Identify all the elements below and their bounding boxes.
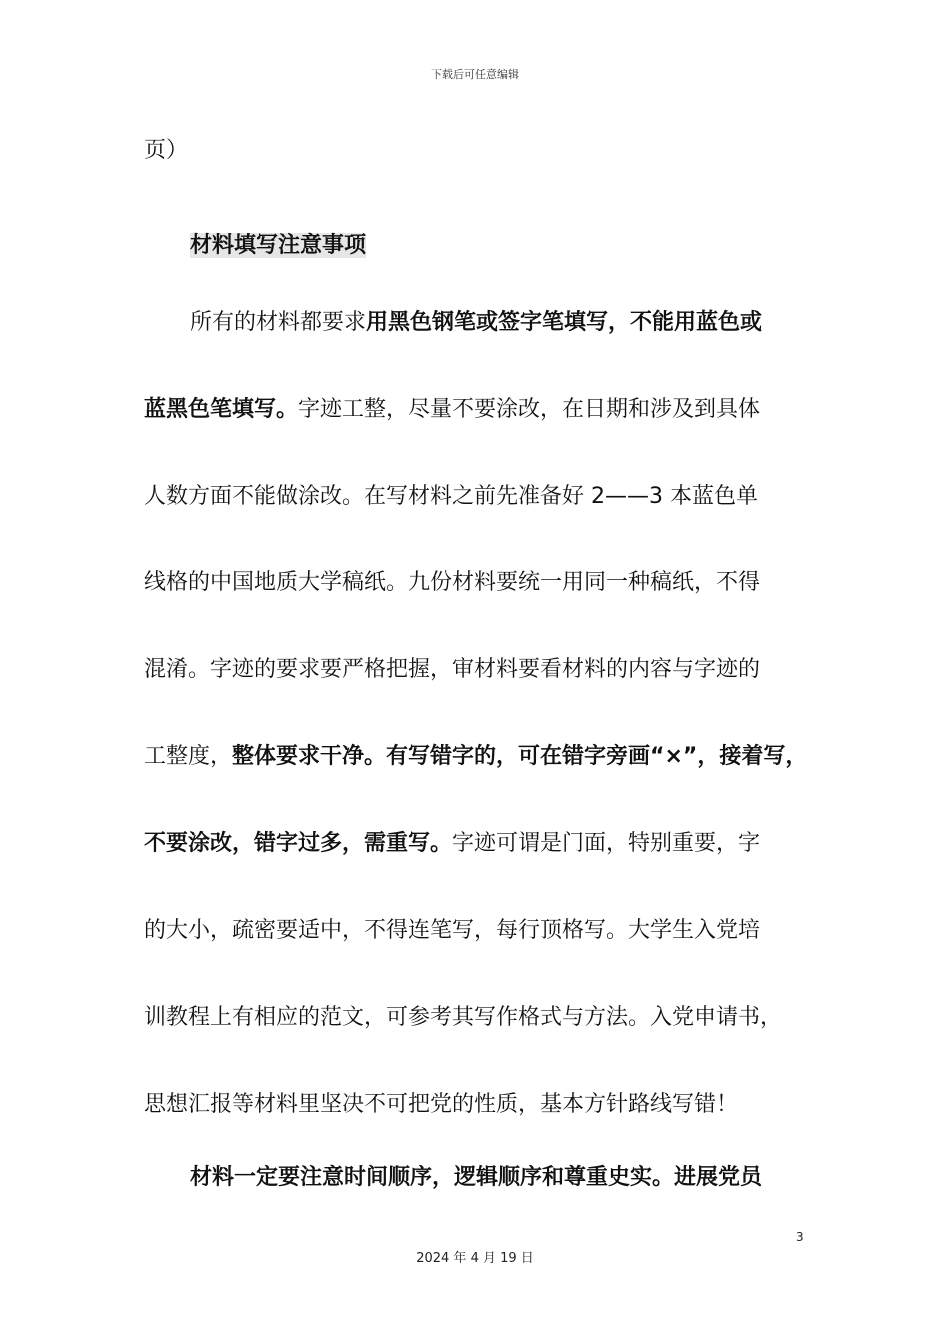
text-run: 工整度，	[144, 744, 233, 769]
text-line	[144, 1003, 782, 1033]
text-line	[144, 1090, 738, 1120]
text-run: 字迹工整，尽量不要涂改，在日期和涉及到具体	[298, 397, 761, 422]
page-header: 下载后可任意编辑	[431, 68, 519, 81]
text-line	[144, 568, 760, 598]
bold-text-run: 用黑色钢笔或签字笔填写，不能用蓝色或	[366, 310, 763, 335]
text-line	[144, 1163, 762, 1193]
text-run: 页）	[144, 138, 189, 163]
page-number: 3	[796, 1230, 804, 1244]
text-line	[144, 482, 758, 512]
text-run: 人数方面不能做涂改。在写材料之前先准备好 2——3 本蓝色单	[144, 484, 758, 509]
bold-text-run: 蓝黑色笔填写。	[144, 397, 299, 422]
text-line	[144, 308, 762, 338]
text-run: 混淆。字迹的要求要严格把握，审材料要看材料的内容与字迹的	[144, 657, 761, 682]
text-run: 的大小，疏密要适中，不得连笔写，每行顶格写。大学生入党培	[144, 918, 761, 943]
bold-text-run: 整体要求干净。有写错字的，可在错字旁画“×”，接着写，	[232, 744, 808, 769]
text-run: 线格的中国地质大学稿纸。九份材料要统一用同一种稿纸，不得	[144, 570, 761, 595]
bold-text-run: 不要涂改，错字过多，需重写。	[144, 831, 453, 856]
text-line	[144, 829, 760, 859]
text-run: 所有的材料都要求	[190, 310, 367, 335]
text-line	[144, 136, 188, 166]
text-line	[144, 655, 760, 685]
bold-text-run: 材料一定要注意时间顺序，逻辑顺序和尊重史实。进展党员	[190, 1165, 763, 1190]
text-line	[144, 742, 807, 772]
text-line	[144, 395, 760, 425]
text-run: 字迹可谓是门面，特别重要，字	[452, 831, 761, 856]
text-line	[144, 916, 760, 946]
section-heading-line	[144, 231, 366, 261]
text-run: 思想汇报等材料里坚决不可把党的性质，基本方针路线写错！	[144, 1092, 739, 1117]
section-heading: 材料填写注意事项	[190, 233, 367, 258]
text-run: 训教程上有相应的范文，可参考其写作格式与方法。入党申请书，	[144, 1005, 783, 1030]
footer-date: 2024 年 4 月 19 日	[416, 1251, 534, 1266]
